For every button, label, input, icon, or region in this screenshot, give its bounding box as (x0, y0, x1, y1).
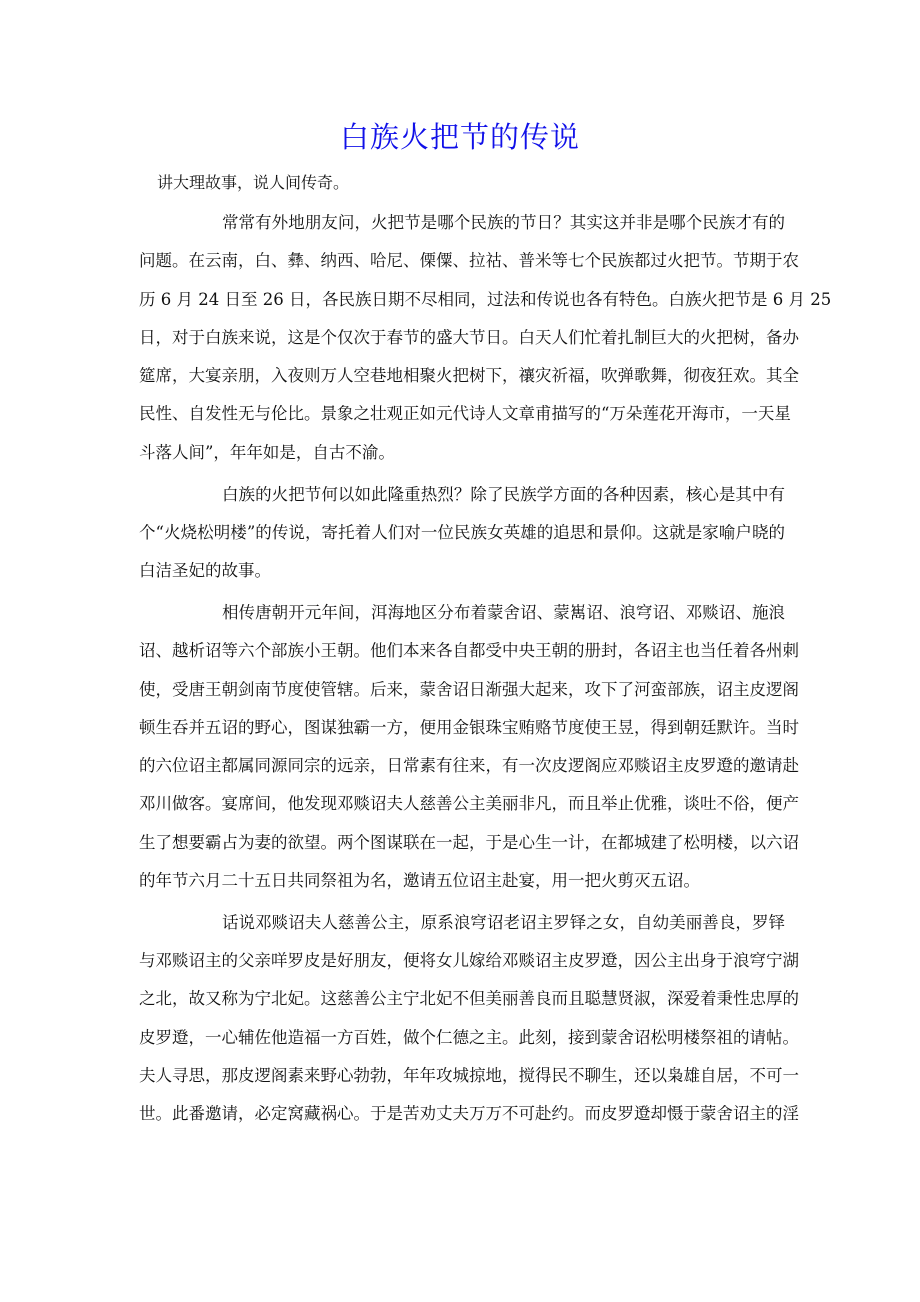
paragraph (139, 594, 799, 900)
paragraph-line: 筵席，大宴亲朋，入夜则万人空巷地相聚火把树下，禳灾祈福，吹弹歌舞，彻夜狂欢。其全 (139, 366, 799, 386)
paragraph-line: 白洁圣妃的故事。 (139, 561, 271, 581)
paragraph (139, 476, 785, 591)
paragraph-line: 与邓赕诏主的父亲咩罗皮是好朋友，便将女儿嫁给邓赕诏主皮罗邆，因公主出身于浪穹宁湖 (139, 951, 799, 971)
intro-line: 讲大理故事，说人间传奇。 (157, 173, 350, 192)
paragraph-line: 相传唐朝开元年间，洱海地区分布着蒙舍诏、蒙嶲诏、浪穹诏、邓赕诏、施浪 (222, 602, 785, 622)
paragraph-line: 历 6 月 24 日至 26 日，各民族日期不尽相同，过法和传说也各有特色。白族火把节是 6 月 25 (139, 289, 832, 309)
paragraph (139, 204, 832, 472)
paragraph (139, 904, 799, 1134)
paragraph-line: 民性、自发性无与伦比。景象之壮观正如元代诗人文章甫描写的“万朵莲花开海市，一天星 (139, 404, 791, 424)
paragraph-line: 的年节六月二十五日共同祭祖为名，邀请五位诏主赴宴，用一把火剪灭五诏。 (139, 871, 700, 891)
paragraph-line: 之北，故又称为宁北妃。这慈善公主宁北妃不但美丽善良而且聪慧贤淑，深爱着秉性忠厚的 (139, 989, 799, 1009)
paragraph-line: 使，受唐王朝剑南节度使管辖。后来，蒙舍诏日渐强大起来，攻下了河蛮部族，诏主皮逻阁 (139, 679, 799, 699)
paragraph-line: 生了想要霸占为妻的欲望。两个图谋联在一起，于是心生一计，在都城建了松明楼，以六诏 (139, 832, 799, 852)
document-title: 白族火把节的传说 (339, 120, 580, 154)
paragraph-line: 个“火烧松明楼”的传说，寄托着人们对一位民族女英雄的追思和景仰。这就是家喻户晓的 (139, 522, 785, 542)
document-body (139, 204, 832, 1137)
paragraph-line: 夫人寻思，那皮逻阁素来野心勃勃，年年攻城掠地，搅得民不聊生，还以枭雄自居，不可一 (139, 1066, 799, 1086)
paragraph-line: 问题。在云南，白、彝、纳西、哈尼、傈僳、拉祜、普米等七个民族都过火把节。节期于农 (139, 251, 799, 271)
paragraph-line: 日，对于白族来说，这是个仅次于春节的盛大节日。白天人们忙着扎制巨大的火把树，备办 (139, 327, 799, 347)
paragraph-line: 斗落人间”，年年如是，自古不渝。 (139, 442, 395, 462)
paragraph-line: 邓川做客。宴席间，他发现邓赕诏夫人慈善公主美丽非凡，而且举止优雅，谈吐不俗，便产 (139, 794, 799, 814)
paragraph-line: 的六位诏主都属同源同宗的远亲，日常素有往来，有一次皮逻阁应邓赕诏主皮罗邆的邀请赴 (139, 756, 799, 776)
paragraph-line: 白族的火把节何以如此隆重热烈？除了民族学方面的各种因素，核心是其中有 (222, 484, 785, 504)
paragraph-line: 皮罗邆，一心辅佐他造福一方百姓，做个仁德之主。此刻，接到蒙舍诏松明楼祭祖的请帖。 (139, 1027, 799, 1047)
paragraph-line: 常常有外地朋友问，火把节是哪个民族的节日？其实这并非是哪个民族才有的 (222, 213, 785, 232)
paragraph-line: 诏、越析诏等六个部族小王朝。他们本来各自都受中央王朝的册封，各诏主也当任着各州刺 (139, 641, 799, 661)
paragraph-line: 世。此番邀请，必定窝藏祸心。于是苦劝丈夫万万不可赴约。而皮罗邆却慑于蒙舍诏主的淫 (139, 1104, 799, 1124)
paragraph-line: 顿生吞并五诏的野心，图谋独霸一方，便用金银珠宝贿赂节度使王昱，得到朝廷默许。当时 (139, 717, 799, 737)
paragraph-line: 话说邓赕诏夫人慈善公主，原系浪穹诏老诏主罗铎之女，自幼美丽善良，罗铎 (222, 912, 785, 932)
